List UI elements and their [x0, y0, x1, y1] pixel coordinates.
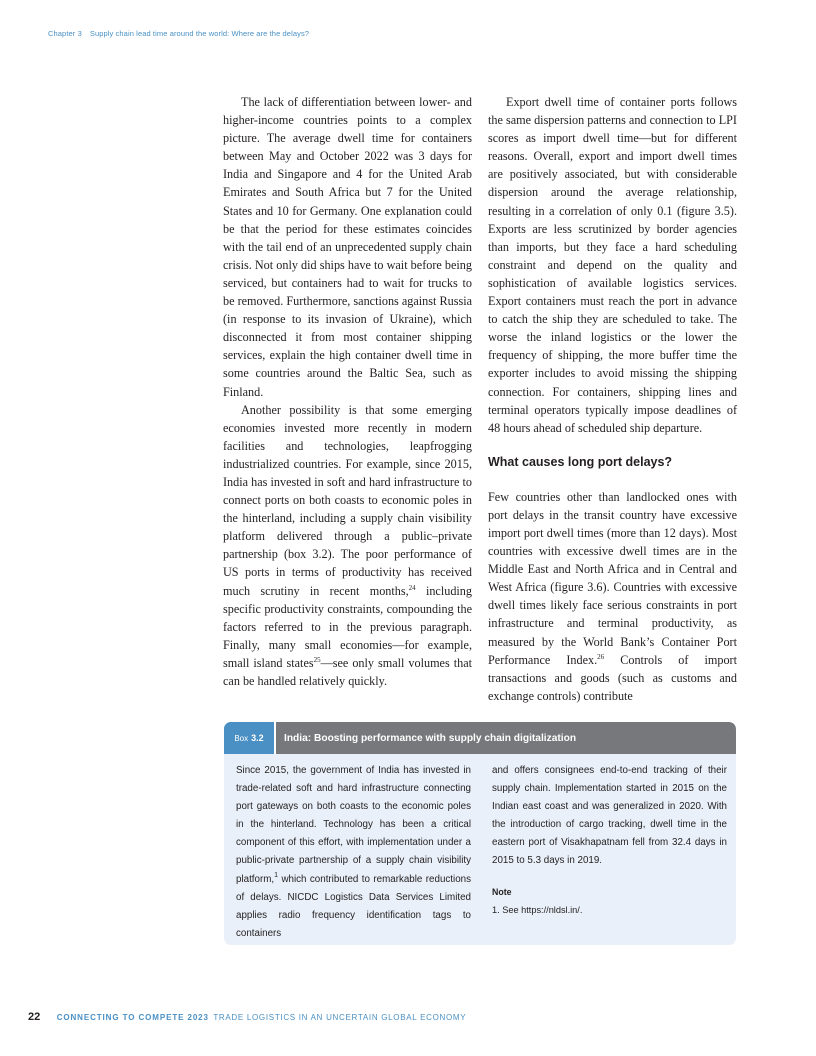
left-paragraph-1: The lack of differentiation between lower- and higher-income countries points to a complex picture. The average dwell time for containers between May and October 2022 was 3 days for India and Singapore and 4 for the United Arab Emirates and South Africa but 7 for the United States and 10 for Germany. One explanation could be that the period for these estimates coincides with the tail end of an unprecedented supply chain crisis. Not only did ships have to wait before being serviced, but containers had to wait for trucks to be removed. Furthermore, sanctions against Russia (in response to its invasion of Ukraine), which disconnected it from most container shipping services, explain the high container dwell time in some countries around the Baltic Sea, such as Finland.: [223, 95, 472, 399]
box-tag-number: 3.2: [251, 733, 264, 743]
right-paragraph-2: [488, 488, 737, 705]
running-head-chapter: Chapter 3: [48, 29, 82, 38]
box-left-paragraph: [236, 762, 471, 943]
right-column: [488, 93, 737, 705]
box-tag: [224, 722, 276, 754]
left-paragraph-2-part-b: including specific productivity constraints, compounding the factors referred to in the previous paragraph. Finally, many small economies—for example, small island states: [223, 583, 472, 670]
right-paragraph-1: Export dwell time of container ports follows the same dispersion patterns and connection to LPI scores as import dwell time—but for different reasons. Overall, export and import dwell times are positively associated, but with considerable dispersion around the average relationship, resulting in a correlation of only 0.1 (figure 3.5). Exports are less scrutinized by border agencies than imports, but they face a hard scheduling constraint and depend on the quality and sophistication of available logistics services. Export containers must reach the port in advance to catch the ship they are scheduled to take. The worse the inland logistics or the lower the frequency of shipping, the more buffer time the exporter includes to avoid missing the shipping connection. For containers, shipping lines and terminal operators typically impose deadlines of 48 hours ahead of scheduled ship departure.: [488, 95, 737, 435]
right-paragraph-2-part-b: Controls of import transactions and goods (such as customs and exchange controls) contribute: [488, 652, 737, 703]
box-tag-word: Box: [234, 733, 249, 743]
publication-title: CONNECTING TO COMPETE 2023: [56, 1013, 209, 1022]
footnote-ref-26: 26: [597, 652, 605, 661]
box-right-column: [492, 762, 727, 919]
box-footnote-ref-1: 1: [274, 871, 279, 879]
left-column: [223, 93, 472, 690]
left-paragraph-2-part-c: —see only small volumes that can be handled relatively quickly.: [223, 655, 472, 688]
running-head: [48, 29, 309, 38]
page-number: 22: [28, 1011, 41, 1023]
box-left-part-b: which contributed to remarkable reductions of delays. NICDC Logistics Data Services Limited applies radio frequency identification tags to containers: [236, 873, 471, 939]
box-3-2: [224, 722, 736, 945]
page-footer: [28, 1007, 466, 1025]
section-heading: What causes long port delays?: [488, 454, 673, 469]
left-paragraph-2-part-a: Another possibility is that some emerging economies invested more recently in modern facilities and technologies, leapfrogging industrialized countries. For example, since 2015, India has invested in soft and hard infrastructure to connect ports on both coasts to economic poles in the hinterland, including a supply chain visibility platform delivered through a public–private partnership (box 3.2). The poor performance of US ports in terms of productivity has received much scrutiny in recent months,: [223, 402, 472, 598]
box-title: India: Boosting performance with supply chain digitalization: [284, 732, 577, 744]
box-left-column: [236, 762, 471, 943]
box-left-part-a: Since 2015, the government of India has invested in trade-related soft and hard infrastructure connecting port gateways on both coasts to the economic poles in the hinterland. Technology has been a critical component of this effort, with implementation under a public-private partnership of a supply chain visibility platform,: [236, 765, 471, 885]
box-note-text: 1. See https://nldsl.in/.: [492, 904, 583, 915]
running-head-title: Supply chain lead time around the world: Where are the delays?: [89, 29, 310, 38]
box-right-paragraph: and offers consignees end-to-end tracking of their supply chain. Implementation started in 2015 on the Indian east coast and was generalized in 2020. With the introduction of cargo tracking, dwell time in the eastern port of Visakhapatnam fell from 32.4 days in 2015 to 5.3 days in 2019.: [492, 765, 727, 867]
footnote-ref-24: 24: [408, 583, 416, 592]
right-paragraph-2-part-a: Few countries other than landlocked ones with port delays in the transit country have excessive import port dwell times (more than 12 days). Most countries with excessive dwell times are in the Middle East and North Africa and in Central and West Africa (figure 3.6). Countries with excessive dwell times likely face serious constraints in port infrastructure and terminal productivity, as measured by the World Bank’s Container Port Performance Index.: [488, 489, 737, 667]
left-paragraph-2: [223, 401, 472, 691]
footnote-ref-25: 25: [313, 655, 321, 664]
publication-subtitle: TRADE LOGISTICS IN AN UNCERTAIN GLOBAL ECONOMY: [213, 1013, 467, 1022]
box-header: [224, 722, 736, 754]
box-note-label: Note: [492, 886, 512, 897]
